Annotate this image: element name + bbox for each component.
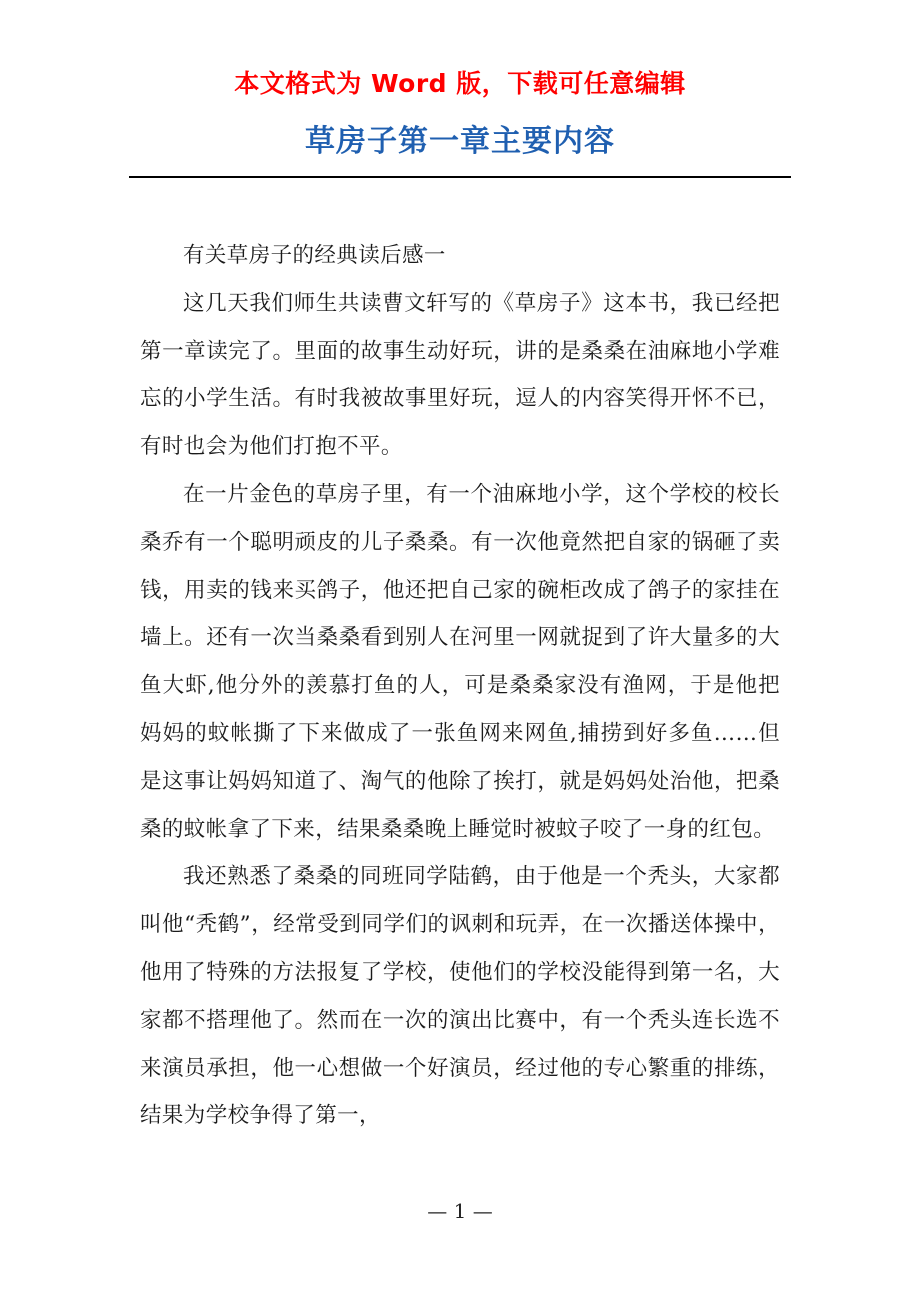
page-number: — 1 — [427,1199,493,1223]
header-divider [129,176,791,178]
document-title: 草房子第一章主要内容 [305,124,615,159]
paragraph-subtitle: 有关草房子的经典读后感一 [183,243,446,268]
format-notice: 本文格式为 Word 版，下载可任意编辑 [234,69,686,98]
paragraph: 我还熟悉了桑桑的同班同学陆鹤，由于他是一个秃头，大家都叫他“秃鹤”，经常受到同学们的讽刺和玩弄，在一次播送体操中，他用了特殊的方法报复了学校，使他们的学校没能得到第一名，大家都不搭理他了。然而在一次的演出比赛中，有一个秃头连长选不来演员承担，他一心想做一个好演员，经过他的专心繁重的排练，结果为学校争得了第一， [140,864,780,1129]
paragraph: 在一片金色的草房子里，有一个油麻地小学，这个学校的校长桑乔有一个聪明顽皮的儿子桑桑。有一次他竟然把自家的锅砸了卖钱，用卖的钱来买鸽子，他还把自己家的碗柜改成了鸽子的家挂在墙上。还有一次当桑桑看到别人在河里一网就捉到了许大量多的大鱼大虾,他分外的羡慕打鱼的人，可是桑桑家没有渔网，于是他把妈妈的蚊帐撕了下来做成了一张鱼网来网鱼,捕捞到好多鱼……但是这事让妈妈知道了、淘气的他除了挨打，就是妈妈处治他，把桑桑的蚊帐拿了下来，结果桑桑晚上睡觉时被蚊子咬了一身的红包。 [140,481,780,842]
paragraph: 这几天我们师生共读曹文轩写的《草房子》这本书，我已经把第一章读完了。里面的故事生动好玩，讲的是桑桑在油麻地小学难忘的小学生活。有时我被故事里好玩，逗人的内容笑得开怀不已，有时也会为他们打抱不平。 [140,290,780,460]
document-body [140,232,780,1140]
